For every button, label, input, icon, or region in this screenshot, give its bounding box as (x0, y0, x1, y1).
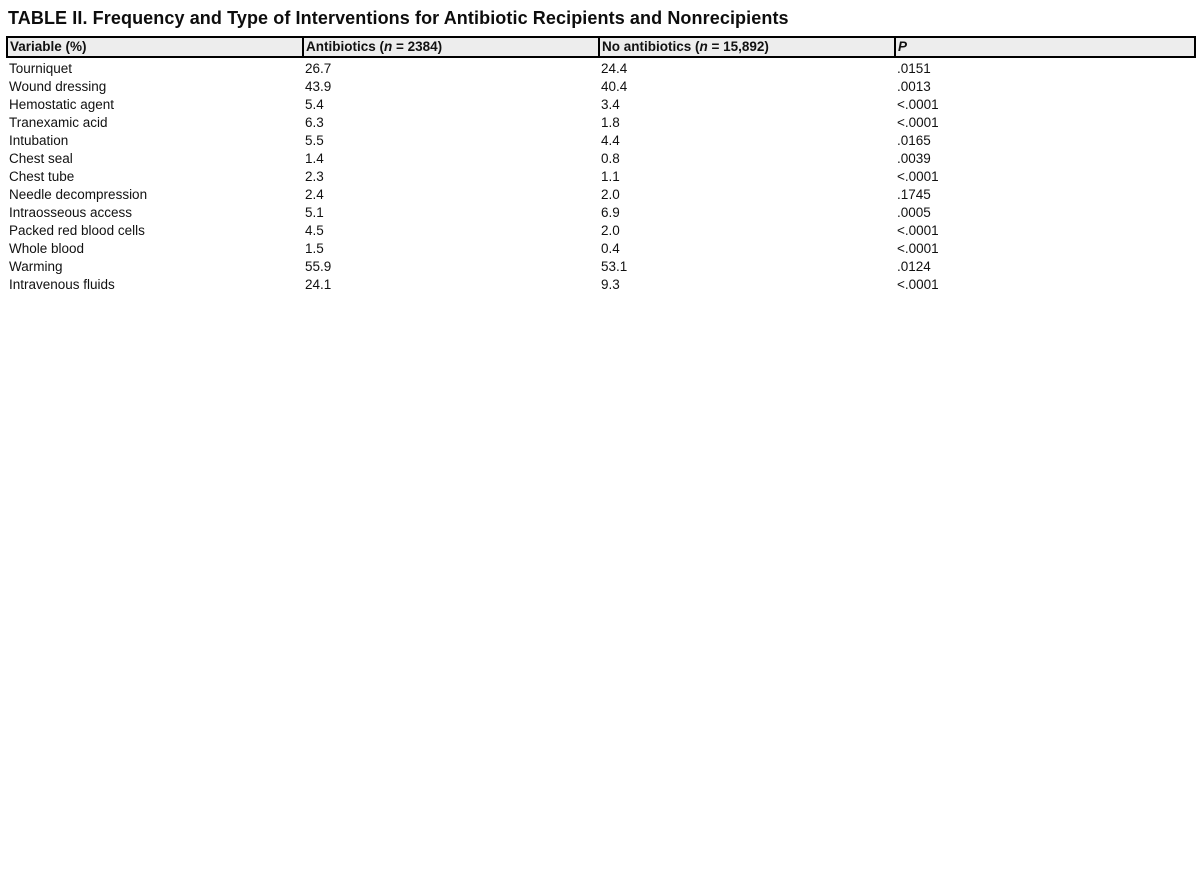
table-row (7, 114, 1195, 132)
header-italic-text: n (699, 39, 708, 54)
no-antibiotics-value-cell: 0.8 (601, 151, 620, 166)
header-text: Antibiotics ( (306, 39, 384, 54)
table-header (7, 37, 1195, 57)
variable-cell: Wound dressing (9, 79, 107, 94)
variable-cell: Hemostatic agent (9, 97, 115, 112)
header-text: = 15,892) (707, 39, 769, 54)
variable-cell: Warming (9, 259, 63, 274)
variable-cell: Chest seal (9, 151, 73, 166)
no-antibiotics-value-cell: 4.4 (601, 133, 620, 148)
p-value-cell: .0039 (897, 151, 931, 166)
header-row (7, 37, 1195, 57)
p-value-cell: <.0001 (897, 277, 939, 292)
col-header-p-value (895, 37, 1195, 57)
no-antibiotics-value-cell: 53.1 (601, 259, 628, 274)
p-value-cell: .1745 (897, 187, 931, 202)
variable-cell: Needle decompression (9, 187, 148, 202)
p-value-cell: <.0001 (897, 97, 939, 112)
no-antibiotics-value-cell: 9.3 (601, 277, 620, 292)
antibiotics-value-cell: 2.4 (305, 187, 324, 202)
antibiotics-value-cell: 55.9 (305, 259, 332, 274)
table-row (7, 57, 1195, 78)
no-antibiotics-value-cell: 6.9 (601, 205, 620, 220)
header-italic-text: P (898, 39, 908, 54)
antibiotics-value-cell: 26.7 (305, 61, 332, 76)
p-value-cell: <.0001 (897, 241, 939, 256)
antibiotics-value-cell: 24.1 (305, 277, 332, 292)
table-row (7, 96, 1195, 114)
no-antibiotics-value-cell: 3.4 (601, 97, 620, 112)
variable-cell: Packed red blood cells (9, 223, 145, 238)
page (0, 0, 1200, 300)
antibiotics-value-cell: 5.4 (305, 97, 324, 112)
antibiotics-value-cell: 4.5 (305, 223, 324, 238)
table-row (7, 204, 1195, 222)
antibiotics-value-cell: 1.4 (305, 151, 324, 166)
header-text: = 2384) (392, 39, 443, 54)
no-antibiotics-value-cell: 1.8 (601, 115, 620, 130)
table-row (7, 150, 1195, 168)
header-text: No antibiotics ( (602, 39, 700, 54)
antibiotics-value-cell: 5.1 (305, 205, 324, 220)
variable-cell: Intravenous fluids (9, 277, 115, 292)
table-row (7, 168, 1195, 186)
variable-cell: Tranexamic acid (9, 115, 108, 130)
p-value-cell: <.0001 (897, 169, 939, 184)
no-antibiotics-value-cell: 2.0 (601, 187, 620, 202)
table-title: TABLE II. Frequency and Type of Interventions for Antibiotic Recipients and Nonrecipients (8, 8, 789, 28)
variable-cell: Tourniquet (9, 61, 73, 76)
table-row (7, 240, 1195, 258)
table-row (7, 258, 1195, 276)
table-row (7, 78, 1195, 96)
no-antibiotics-value-cell: 1.1 (601, 169, 620, 184)
table-row (7, 222, 1195, 240)
col-header-antibiotics (303, 37, 599, 57)
antibiotics-value-cell: 1.5 (305, 241, 324, 256)
no-antibiotics-value-cell: 0.4 (601, 241, 620, 256)
interventions-table (6, 36, 1196, 294)
variable-cell: Chest tube (9, 169, 75, 184)
variable-cell: Intraosseous access (9, 205, 133, 220)
antibiotics-value-cell: 43.9 (305, 79, 332, 94)
p-value-cell: <.0001 (897, 223, 939, 238)
p-value-cell: .0013 (897, 79, 931, 94)
table-row (7, 132, 1195, 150)
no-antibiotics-value-cell: 24.4 (601, 61, 628, 76)
table-row (7, 276, 1195, 294)
antibiotics-value-cell: 5.5 (305, 133, 324, 148)
variable-cell: Whole blood (9, 241, 85, 256)
table-row (7, 186, 1195, 204)
no-antibiotics-value-cell: 40.4 (601, 79, 628, 94)
table-body (7, 57, 1195, 294)
p-value-cell: <.0001 (897, 115, 939, 130)
header-text: Variable (%) (10, 39, 87, 54)
antibiotics-value-cell: 2.3 (305, 169, 324, 184)
p-value-cell: .0005 (897, 205, 931, 220)
col-header-variable (7, 37, 303, 57)
p-value-cell: .0165 (897, 133, 931, 148)
antibiotics-value-cell: 6.3 (305, 115, 324, 130)
header-italic-text: n (384, 39, 393, 54)
col-header-no-antibiotics (599, 37, 895, 57)
no-antibiotics-value-cell: 2.0 (601, 223, 620, 238)
p-value-cell: .0151 (897, 61, 931, 76)
variable-cell: Intubation (9, 133, 69, 148)
p-value-cell: .0124 (897, 259, 931, 274)
